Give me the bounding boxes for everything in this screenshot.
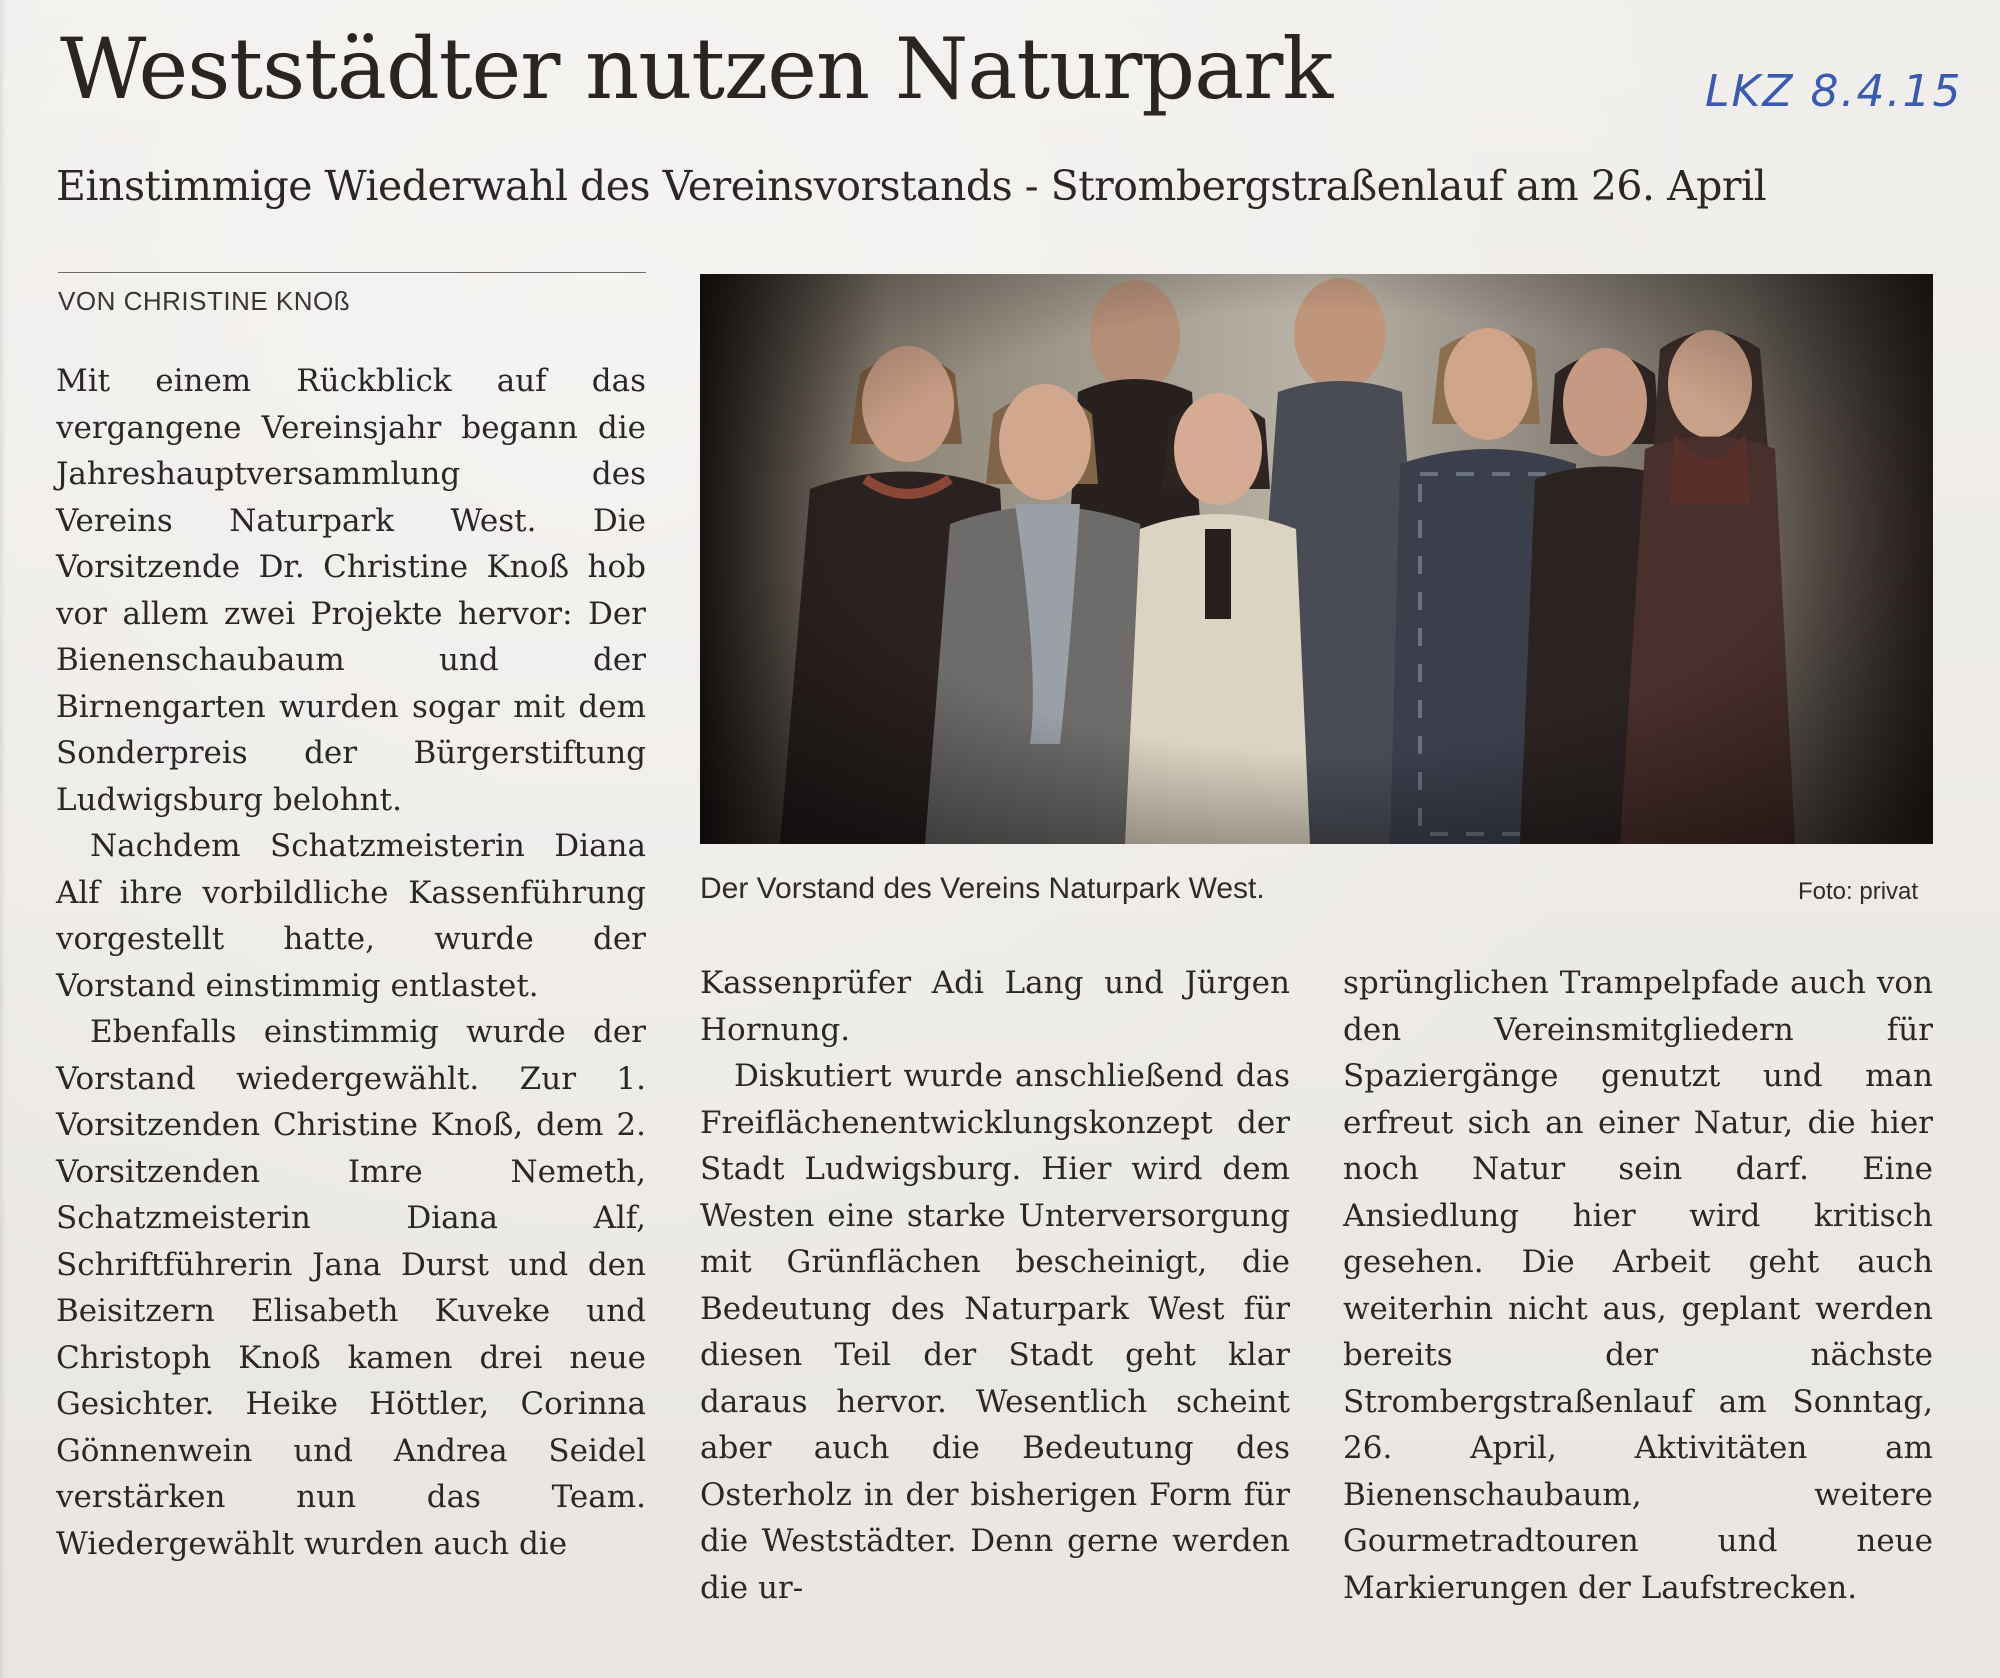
photo-credit: Foto: privat xyxy=(1798,878,1919,905)
page-edge-shadow xyxy=(0,0,6,1678)
byline-divider xyxy=(58,272,646,273)
group-photo xyxy=(700,274,1933,844)
article-column-3 xyxy=(1343,960,1933,1611)
photo-caption: Der Vorstand des Vereins Naturpark West. xyxy=(700,872,1265,905)
article-headline: Weststädter nutzen Naturpark xyxy=(60,20,1333,118)
paragraph: Diskutiert wurde anschließend das Freiflächenentwicklungskonzept der Stadt Ludwigsburg. Hier wird dem Westen eine starke Unterversorgung mit Grünflächen bescheinigt, die Bedeutung des Naturpark West für diesen Teil der Stadt geht klar daraus hervor. Wesentlich scheint aber auch die Bedeutung des Osterholz in der bisherigen Form für die Weststädter. Denn gerne werden die ur- xyxy=(700,1058,1290,1606)
paragraph: sprünglichen Trampelpfade auch von den Vereinsmitgliedern für Spaziergänge genutzt und man erfreut sich an einer Natur, die hier noch Natur sein darf. Eine Ansiedlung hier wird kritisch gesehen. Die Arbeit geht auch weiterhin nicht aus, geplant werden bereits der nächste Strombergstraßenlauf am Sonntag, 26. April, Aktivitäten am Bienenschaubaum, weitere Gourmetradtouren und neue Markierungen der Laufstrecken. xyxy=(1343,965,1933,1606)
handwritten-date-note: LKZ 8.4.15 xyxy=(1705,66,1963,117)
paragraph: Ebenfalls einstimmig wurde der Vorstand wiedergewählt. Zur 1. Vorsitzenden Christine Knoß, dem 2. Vorsitzenden Imre Nemeth, Schatzmeisterin Diana Alf, Schriftführerin Jana Durst und den Beisitzern Elisabeth Kuveke und Christoph Knoß kamen drei neue Gesichter. Heike Höttler, Corinna Gönnenwein und Andrea Seidel verstärken nun das Team. Wiedergewählt wurden auch die xyxy=(56,1014,646,1562)
byline: VON CHRISTINE KNOß xyxy=(58,286,351,316)
paragraph: Nachdem Schatzmeisterin Diana Alf ihre vorbildliche Kassenführung vorgestellt hatte, wurde der Vorstand einstimmig entlastet. xyxy=(56,828,646,1004)
article-column-2 xyxy=(700,960,1290,1611)
paragraph: Kassenprüfer Adi Lang und Jürgen Hornung. xyxy=(700,965,1290,1048)
article-column-1 xyxy=(56,358,646,1567)
paragraph: Mit einem Rückblick auf das vergangene Vereinsjahr begann die Jahreshauptversammlung des Vereins Naturpark West. Die Vorsitzende Dr. Christine Knoß hob vor allem zwei Projekte hervor: Der Bienenschaubaum und der Birnengarten wurden sogar mit dem Sonderpreis der Bürgerstiftung Ludwigsburg belohnt. xyxy=(56,363,646,818)
group-photo-illustration xyxy=(700,274,1933,844)
article-subheadline: Einstimmige Wiederwahl des Vereinsvorstands - Strombergstraßenlauf am 26. April xyxy=(56,162,1767,210)
